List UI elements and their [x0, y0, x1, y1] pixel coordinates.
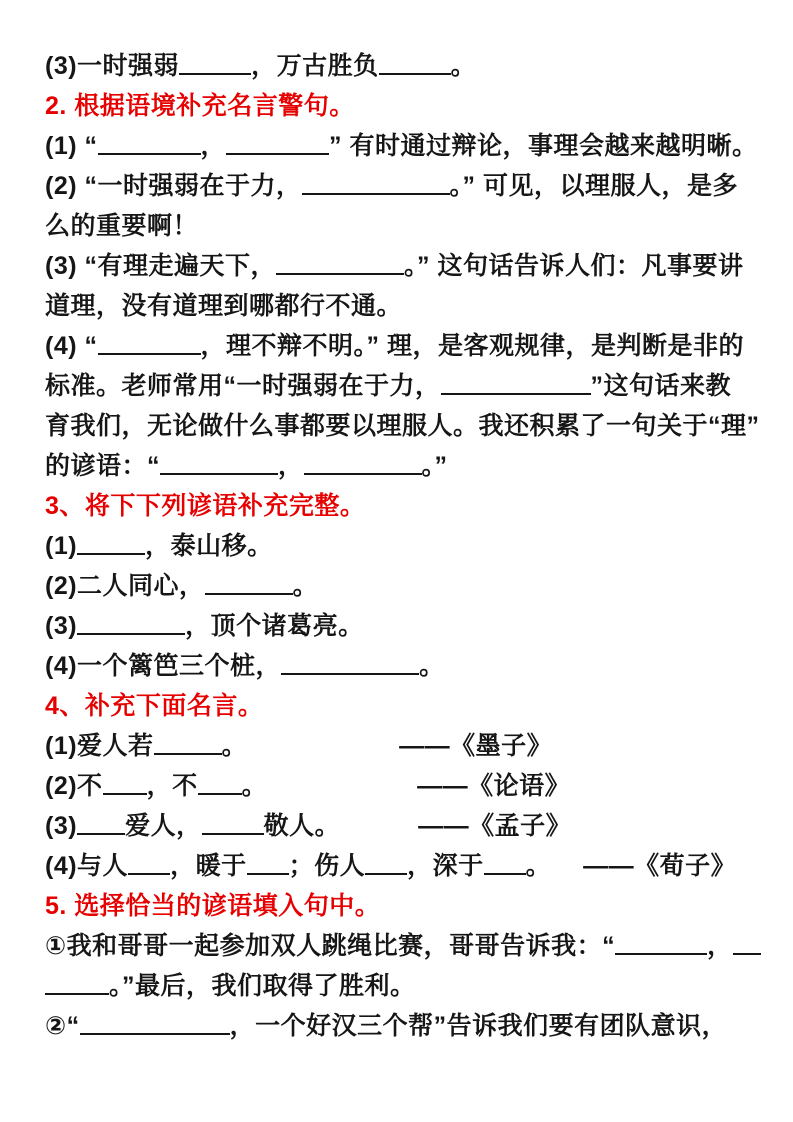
- text-segment: 2. 根据语境补充名言警句。: [45, 92, 355, 120]
- worksheet-line: [45, 806, 773, 846]
- text-segment: ，不: [146, 772, 198, 800]
- fill-in-blank: [45, 971, 109, 995]
- text-segment: 。: [419, 652, 445, 680]
- text-segment: 。: [450, 52, 477, 80]
- text-segment: (4)一个篱笆三个桩，: [45, 652, 282, 680]
- text-segment: 。”: [421, 452, 448, 480]
- text-segment: 敬人。: [263, 812, 341, 840]
- text-segment: ，泰山移。: [145, 532, 273, 560]
- text-segment: 育我们，无论做什么事都要以理服人。我还积累了一句关于“理”: [45, 412, 760, 440]
- text-segment: 。” 可见，以理服人，是多: [449, 172, 738, 200]
- spacer-gap: [247, 753, 399, 754]
- text-segment: (3)一时强弱: [45, 52, 180, 80]
- section-heading: [45, 86, 773, 126]
- text-segment: (1) “: [45, 132, 98, 160]
- text-segment: ①我和哥哥一起参加双人跳绳比赛，哥哥告诉我：“: [45, 932, 616, 960]
- worksheet-line: [45, 246, 773, 286]
- fill-in-blank: [160, 451, 278, 475]
- text-segment: ——《荀子》: [583, 852, 737, 880]
- worksheet-line: [45, 646, 773, 686]
- worksheet-line: [45, 446, 773, 486]
- fill-in-blank: [77, 531, 145, 555]
- fill-in-blank: [154, 731, 222, 755]
- fill-in-blank: [77, 611, 185, 635]
- text-segment: (1)爱人若: [45, 732, 154, 760]
- worksheet-line: [45, 566, 773, 606]
- text-segment: ，: [707, 932, 733, 960]
- text-segment: (2)二人同心，: [45, 572, 205, 600]
- text-segment: ，: [278, 452, 304, 480]
- text-segment: ”这句话来教: [590, 372, 732, 400]
- text-segment: 。: [292, 572, 319, 600]
- fill-in-blank: [98, 331, 201, 355]
- fill-in-blank: [484, 851, 526, 875]
- text-segment: 爱人，: [125, 812, 202, 840]
- worksheet-line: [45, 406, 773, 446]
- fill-in-blank: [615, 931, 707, 955]
- worksheet-line: [45, 526, 773, 566]
- text-segment: 3、将下下列谚语补充完整。: [45, 492, 366, 520]
- fill-in-blank: [128, 851, 170, 875]
- worksheet-line: [45, 286, 773, 326]
- fill-in-blank: [77, 811, 125, 835]
- fill-in-blank: [379, 51, 451, 75]
- fill-in-blank: [302, 171, 450, 195]
- text-segment: 4、补充下面名言。: [45, 692, 264, 720]
- fill-in-blank: [226, 131, 329, 155]
- text-segment: ，万古胜负: [251, 52, 379, 80]
- text-segment: 标准。老师常用“一时强弱在于力，: [45, 372, 441, 400]
- text-segment: ；伤人: [288, 852, 366, 880]
- text-segment: 。: [241, 772, 268, 800]
- fill-in-blank: [80, 1011, 230, 1035]
- fill-in-blank: [276, 251, 404, 275]
- text-segment: ，深于: [407, 852, 484, 880]
- fill-in-blank: [202, 811, 264, 835]
- text-segment: (4)与人: [45, 852, 129, 880]
- worksheet-line: [45, 366, 773, 406]
- text-segment: 。: [525, 852, 552, 880]
- text-segment: (3): [45, 812, 78, 840]
- fill-in-blank: [98, 131, 201, 155]
- fill-in-blank: [205, 571, 293, 595]
- section-heading: [45, 886, 773, 926]
- fill-in-blank: [441, 371, 591, 395]
- text-segment: 道理，没有道理到哪都行不通。: [45, 292, 403, 320]
- text-segment: 么的重要啊！: [45, 212, 199, 240]
- spacer-gap: [340, 833, 418, 834]
- fill-in-blank: [281, 651, 419, 675]
- text-segment: ，理不辩不明。” 理，是客观规律，是判断是非的: [200, 332, 744, 360]
- text-segment: (2)不: [45, 772, 103, 800]
- text-segment: (4) “: [45, 332, 98, 360]
- text-segment: ——《孟子》: [418, 812, 572, 840]
- text-segment: ——《论语》: [417, 772, 571, 800]
- text-segment: ，顶个诸葛亮。: [185, 612, 364, 640]
- worksheet-line: [45, 126, 773, 166]
- worksheet-line: [45, 966, 773, 1006]
- section-heading: [45, 486, 773, 526]
- worksheet-line: [45, 166, 773, 206]
- fill-in-blank: [179, 51, 251, 75]
- worksheet-line: [45, 926, 773, 966]
- fill-in-blank: [198, 771, 242, 795]
- worksheet-line: [45, 46, 773, 86]
- fill-in-blank: [247, 851, 289, 875]
- text-segment: ” 有时通过辩论，事理会越来越明晰。: [329, 132, 758, 160]
- text-segment: (2) “一时强弱在于力，: [45, 172, 302, 200]
- fill-in-blank: [733, 931, 761, 955]
- section-heading: [45, 686, 773, 726]
- text-segment: 的谚语：“: [45, 452, 161, 480]
- worksheet-line: [45, 606, 773, 646]
- worksheet-line: [45, 766, 773, 806]
- worksheet-line: [45, 206, 773, 246]
- text-segment: 5. 选择恰当的谚语填入句中。: [45, 892, 381, 920]
- worksheet-line: [45, 1006, 773, 1046]
- text-segment: ，: [200, 132, 227, 160]
- text-segment: (1): [45, 532, 78, 560]
- fill-in-blank: [365, 851, 407, 875]
- text-segment: ，暖于: [170, 852, 247, 880]
- fill-in-blank: [103, 771, 147, 795]
- text-segment: ，一个好汉三个帮”告诉我们要有团队意识，: [229, 1012, 728, 1040]
- worksheet-line: [45, 326, 773, 366]
- worksheet-line: [45, 846, 773, 886]
- spacer-gap: [267, 793, 417, 794]
- worksheet-line: [45, 726, 773, 766]
- fill-in-blank: [304, 451, 422, 475]
- text-segment: (3): [45, 612, 78, 640]
- text-segment: 。: [221, 732, 248, 760]
- text-segment: 。”最后，我们取得了胜利。: [109, 972, 416, 1000]
- text-segment: 。” 这句话告诉人们：凡事要讲: [404, 252, 744, 280]
- spacer-gap: [551, 873, 583, 874]
- text-segment: ②“: [45, 1012, 80, 1040]
- text-segment: (3) “有理走遍天下，: [45, 252, 277, 280]
- text-segment: ——《墨子》: [399, 732, 553, 760]
